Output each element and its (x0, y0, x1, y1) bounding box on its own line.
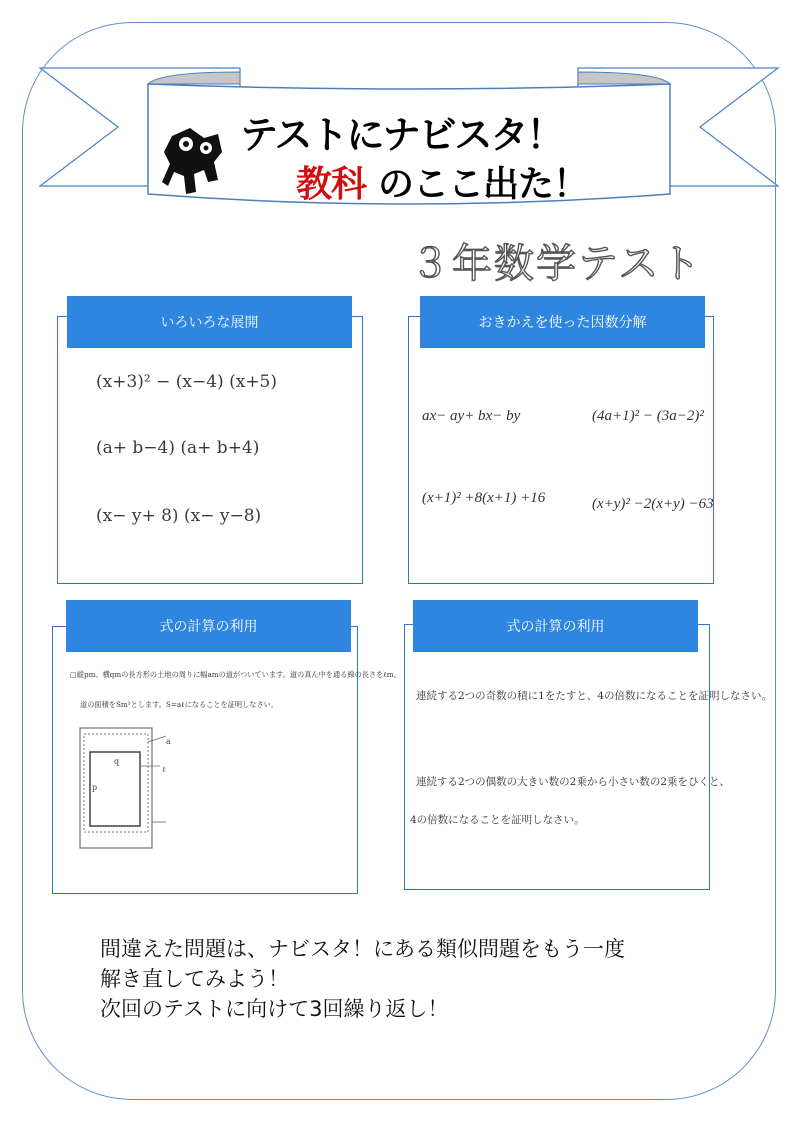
factoring-problem-4: (x+y)² −2(x+y) −63 (592, 496, 714, 512)
expansion-problem-3: (x− y+ 8) (x− y−8) (96, 506, 262, 526)
banner-subtitle-rest: のここ出た！ (378, 164, 589, 205)
application-1-text-line2: 道の面積をSm²とします。S=aℓになることを証明しなさい。 (80, 700, 279, 709)
application-2-question-2-line2: 4の倍数になることを証明しなさい。 (410, 814, 585, 826)
application-2-question-2-line1: 連続する2つの偶数の大きい数の2乗から小さい数の2乗をひくと、 (416, 776, 731, 788)
panel-application-2 (404, 624, 710, 890)
diagram-label-l: ℓ (162, 765, 166, 774)
panel-application-2-header: 式の計算の利用 (413, 600, 698, 652)
diagram-label-q: q (114, 757, 120, 766)
diagram-label-a: a (166, 737, 171, 746)
footer-line-2: 解き直してみよう！ (100, 967, 289, 991)
banner-title: テストにナビスタ！ (240, 113, 563, 157)
factoring-problem-3: (x+1)² +8(x+1) +16 (422, 490, 546, 506)
diagram-label-p: p (92, 783, 98, 792)
banner-subject: 教科 (296, 164, 367, 205)
footer-message (100, 934, 625, 1024)
panel-factoring-header: おきかえを使った因数分解 (420, 296, 705, 348)
panel-expansion-header: いろいろな展開 (67, 296, 352, 348)
footer-line-1: 間違えた問題は、ナビスタ！にある類似問題をもう一度 (100, 937, 625, 961)
application-2-question-1: 連続する2つの奇数の積に1をたすと、4の倍数になることを証明しなさい。 (416, 690, 773, 702)
panel-factoring (408, 316, 714, 584)
expansion-problem-1: (x+3)² − (x−4) (x+5) (96, 372, 278, 392)
factoring-problem-1: ax− ay+ bx− by (422, 408, 521, 424)
panel-application-1-header: 式の計算の利用 (66, 600, 351, 652)
application-1-text-line1: □縦pm、横qmの長方形の土地の周りに幅amの道がついています。道の真ん中を通る線の長さをℓm、 (70, 670, 401, 679)
expansion-problem-2: (a+ b−4) (a+ b+4) (96, 438, 260, 458)
test-subtitle: ３年数学テスト (410, 241, 703, 287)
banner-subtitle (296, 156, 588, 207)
footer-line-3: 次回のテストに向けて3回繰り返し！ (100, 997, 449, 1021)
factoring-problem-2: (4a+1)² − (3a−2)² (592, 408, 704, 424)
mascot-icon (160, 122, 234, 200)
road-diagram (76, 724, 186, 854)
